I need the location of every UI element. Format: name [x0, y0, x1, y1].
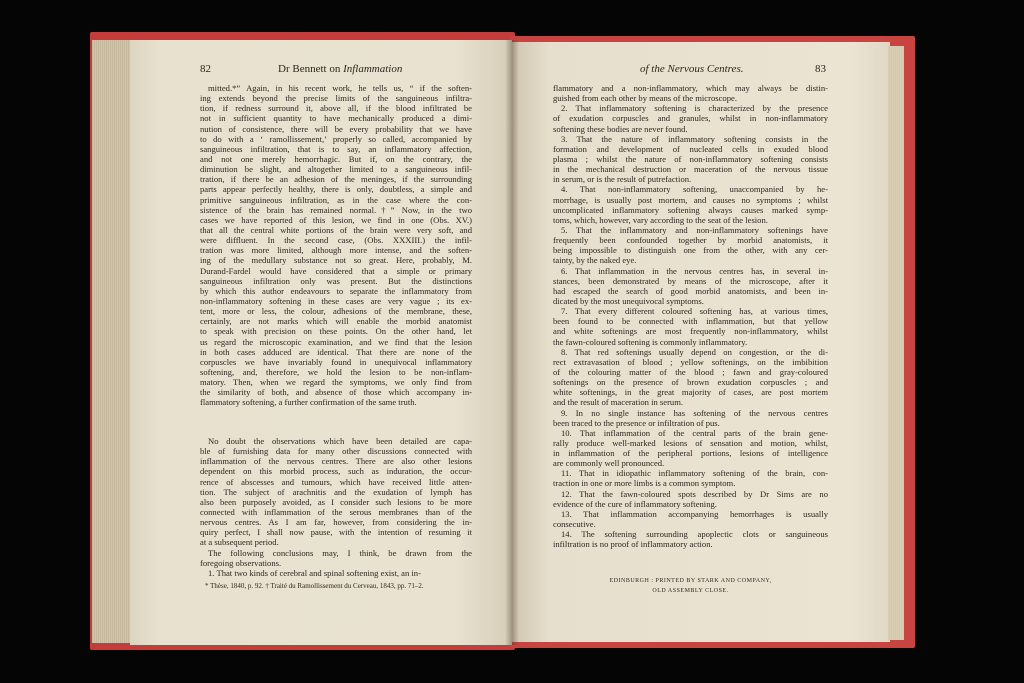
book-gutter: [505, 40, 519, 645]
right-running-head: of the Nervous Centres.: [640, 63, 744, 75]
text-line: Durand-Fardel would have considered that a simple or primary: [200, 265, 472, 276]
text-line: tration was more limited, although more intense, and the soften-: [200, 245, 472, 256]
left-running-head: [278, 63, 402, 75]
text-line: softening these bodies are never found.: [553, 123, 688, 134]
text-line: quiry perfect, I shall now pause, with the intention of resuming it: [200, 527, 472, 538]
text-line: 6. That inflammation in the nervous centres has, in several in-: [561, 265, 828, 276]
text-line: traction in one or more limbs is a common symptom.: [553, 478, 736, 489]
text-line: consecutive.: [553, 519, 596, 530]
text-line: 3. That the nature of inflammatory softening consists in the: [561, 133, 828, 144]
text-line: us regard the microscopic examination, and we find that the lesion: [200, 336, 472, 347]
text-line: in the mechanical destruction or maceration of the nervous tissue: [553, 164, 828, 175]
text-line: 1. That two kinds of cerebral and spinal softening exist, an in-: [208, 567, 421, 578]
text-line: tent, more or less, the colour, adhesions of the membrane, these,: [200, 306, 472, 317]
left-paragraph-2: [200, 436, 472, 578]
text-line: flammatory and a non-inflammatory, which may always be distin-: [553, 83, 828, 93]
text-line: mitted.*” Again, in his recent work, he tells us, “ if the soften-: [208, 83, 472, 93]
text-line: non-inflammatory softening in these cases are very vague ; its ex-: [200, 295, 472, 306]
text-line: uncomplicated inflammatory softening always causes marked symp-: [553, 204, 828, 215]
text-line: toms, which, however, vary according to the seat of the lesion.: [553, 214, 768, 225]
text-line: in inflammation of the peripheral portions, lesions of intelligence: [553, 448, 828, 459]
imprint-line-1: EDINBURGH : PRINTED BY STARK AND COMPANY,: [609, 578, 772, 584]
text-line: tainty, by the naked eye.: [553, 255, 637, 266]
text-line: 10. That inflammation of the central parts of the brain gene-: [561, 427, 828, 438]
text-line: tion, if redness surround it, above all, if the blood infiltrated be: [200, 103, 472, 114]
text-line: ing extends beyond the precise limits of the sanguineous infiltra-: [200, 93, 472, 104]
text-line: were diffluent. In the second case, (Obs. XXXIII.) the infil-: [200, 235, 472, 246]
text-line: stances, been demonstrated by means of the microscope, after it: [553, 275, 828, 286]
text-line: and not one merely hemorrhagic. But if, on the contrary, the: [200, 153, 472, 164]
left-page-number: 82: [200, 63, 211, 75]
text-line: sistence of the brain has remained normal.†” Now, in the two: [200, 204, 472, 215]
text-line: softening, and, therefore, we hold the lesion to be non-inflam-: [200, 366, 472, 377]
text-line: 4. That non-inflammatory softening, unaccompanied by he-: [561, 184, 828, 195]
text-line: sanguineous infiltration, that is to say, an inflammatory affection,: [200, 143, 472, 154]
text-line: infiltration is no proof of inflammatory action.: [553, 539, 713, 550]
text-line: sanguineous infiltration only was present. But the distinctions: [200, 275, 472, 286]
text-line: tration, if there be an adhesion of the meninges, if the surrounding: [200, 174, 472, 185]
text-line: matory. Then, when we regard the symptoms, we only find from: [200, 377, 472, 388]
text-line: not in sufficient quantity to have mechanically produced a dimi-: [200, 113, 472, 124]
text-line: cases we have reported of this lesion, we find in one (Obs. XV.): [200, 214, 472, 225]
running-head-subject: Inflammation: [343, 63, 403, 75]
text-line: ing of the medullary substance not so great. Here, probably, M.: [200, 255, 472, 266]
page-edges-left: [92, 40, 132, 643]
text-line: rect extravasation of blood ; yellow softenings, on the imbibition: [553, 356, 828, 367]
text-line: and the result of maceration in serum.: [553, 397, 684, 408]
text-line: 11. That in idiopathic inflammatory softening of the brain, con-: [561, 468, 828, 479]
left-paragraph-1: [200, 83, 472, 408]
footnote: * Thèse, 1840, p. 92. † Traité du Ramollissement du Cerveau, 1843, pp. 71–2.: [205, 582, 424, 590]
text-line: rence of abscesses and tumours, which have received little atten-: [200, 476, 472, 487]
text-line: connected with inflammation of the serous membranes than of the: [200, 506, 472, 517]
text-line: 13. That inflammation accompanying hemorrhages is usually: [561, 508, 828, 519]
text-line: being impossible to distinguish one from the other, with any cer-: [553, 245, 828, 256]
text-line: nution of consistence, there will be every probability that we have: [200, 123, 472, 134]
text-line: rally produce well-marked lesions of sensation and motion, whilst,: [553, 437, 828, 448]
text-line: been found to be connected with inflammation, but that yellow: [553, 316, 828, 327]
text-line: The following conclusions may, I think, be drawn from the: [208, 547, 472, 558]
text-line: the fawn-coloured softening is commonly inflammatory.: [553, 336, 748, 347]
text-line: 8. That red softenings usually depend on congestion, or the di-: [561, 346, 828, 357]
text-line: plasma ; whilst the nature of non-inflammatory softening consists: [553, 153, 828, 164]
text-line: of the colouring matter of the blood ; fawn and gray-coloured: [553, 366, 828, 377]
text-line: certainly, are not marks which will enable the morbid anatomist: [200, 316, 472, 327]
text-line: of exudation corpuscles and granules, whilst in non-inflammatory: [553, 113, 828, 124]
text-line: 2. That inflammatory softening is characterized by the presence: [561, 103, 828, 114]
text-line: in serum, or is the result of putrefaction.: [553, 174, 692, 185]
text-line: softenings on the presence of brown exudation corpuscles ; and: [553, 377, 828, 388]
text-line: No doubt the observations which have been detailed are capa-: [208, 436, 472, 446]
imprint-line-2: OLD ASSEMBLY CLOSE.: [652, 588, 729, 594]
text-line: guished from each other by means of the microscope.: [553, 93, 737, 104]
text-line: that all the central white portions of the brain were very soft, and: [200, 224, 472, 235]
text-line: dependent on this morbid process, such as induration, the occur-: [200, 466, 472, 477]
text-line: by which this author endeavours to separate the inflammatory from: [200, 285, 472, 296]
text-line: diminution be slight, and altogether limited to a sanguineous infil-: [200, 164, 472, 175]
text-line: inflammation of the nervous centres. There are also other lesions: [200, 456, 472, 467]
text-line: corpuscles we have invariably found in unequivocal inflammatory: [200, 356, 472, 367]
right-conclusions: [553, 83, 828, 549]
text-line: white softenings, in the great majority of cases, are post mortem: [553, 387, 828, 398]
text-line: to do with a ‘ ramollissement,’ properly so called, accompanied by: [200, 133, 472, 144]
text-line: frequently been confounded together by morbid anatomists, it: [553, 235, 828, 246]
text-line: morrhage, is usually post mortem, and causes no symptoms ; whilst: [553, 194, 828, 205]
text-line: 5. That the inflammatory and non-inflammatory softenings have: [561, 224, 828, 235]
text-line: ble of furnishing data for many other discussions connected with: [200, 446, 472, 457]
text-line: dicated by the most unequivocal symptoms.: [553, 295, 704, 306]
text-line: formation and development of nucleated cells in exuded blood: [553, 143, 828, 154]
text-line: evidence of the cure of inflammatory softening.: [553, 498, 717, 509]
text-line: the similarity of both, and absence of those which accompany in-: [200, 387, 472, 398]
running-head-author: Dr Bennett on: [278, 63, 341, 75]
text-line: nervous centres. As I am far, however, from considering the in-: [200, 517, 472, 528]
right-page-number: 83: [815, 63, 826, 75]
text-line: to speak with precision on these points. On the other hand, let: [200, 326, 472, 337]
text-line: also been purposely avoided, as I consider such lesions to be more: [200, 496, 472, 507]
text-line: been traced to the presence or infiltration of pus.: [553, 417, 720, 428]
text-line: parts appear perfectly healthy, there is only, doubtless, a simple and: [200, 184, 472, 195]
text-line: tion. The subject of arachnitis and the exudation of lymph has: [200, 486, 472, 497]
text-line: foregoing observations.: [200, 557, 282, 568]
text-line: at a subsequent period.: [200, 537, 279, 548]
text-line: flammatory softening, a further confirmation of the same truth.: [200, 397, 417, 408]
text-line: in both cases adduced are identical. That there are none of the: [200, 346, 472, 357]
page-edges-right: [888, 46, 904, 640]
text-line: 9. In no single instance has softening of the nervous centres: [561, 407, 828, 418]
text-line: 12. That the fawn-coloured spots described by Dr Sims are no: [561, 488, 828, 499]
text-line: had escaped the search of good morbid anatomists, and been in-: [553, 285, 828, 296]
text-line: primitive sanguineous infiltration, as in the case where the con-: [200, 194, 472, 205]
text-line: and white softenings are most frequently non-inflammatory, whilst: [553, 326, 828, 337]
text-line: 14. The softening surrounding apoplectic clots or sanguineous: [561, 529, 828, 540]
text-line: 7. That every different coloured softening has, at various times,: [561, 306, 828, 317]
text-line: are commonly well pronounced.: [553, 458, 665, 469]
